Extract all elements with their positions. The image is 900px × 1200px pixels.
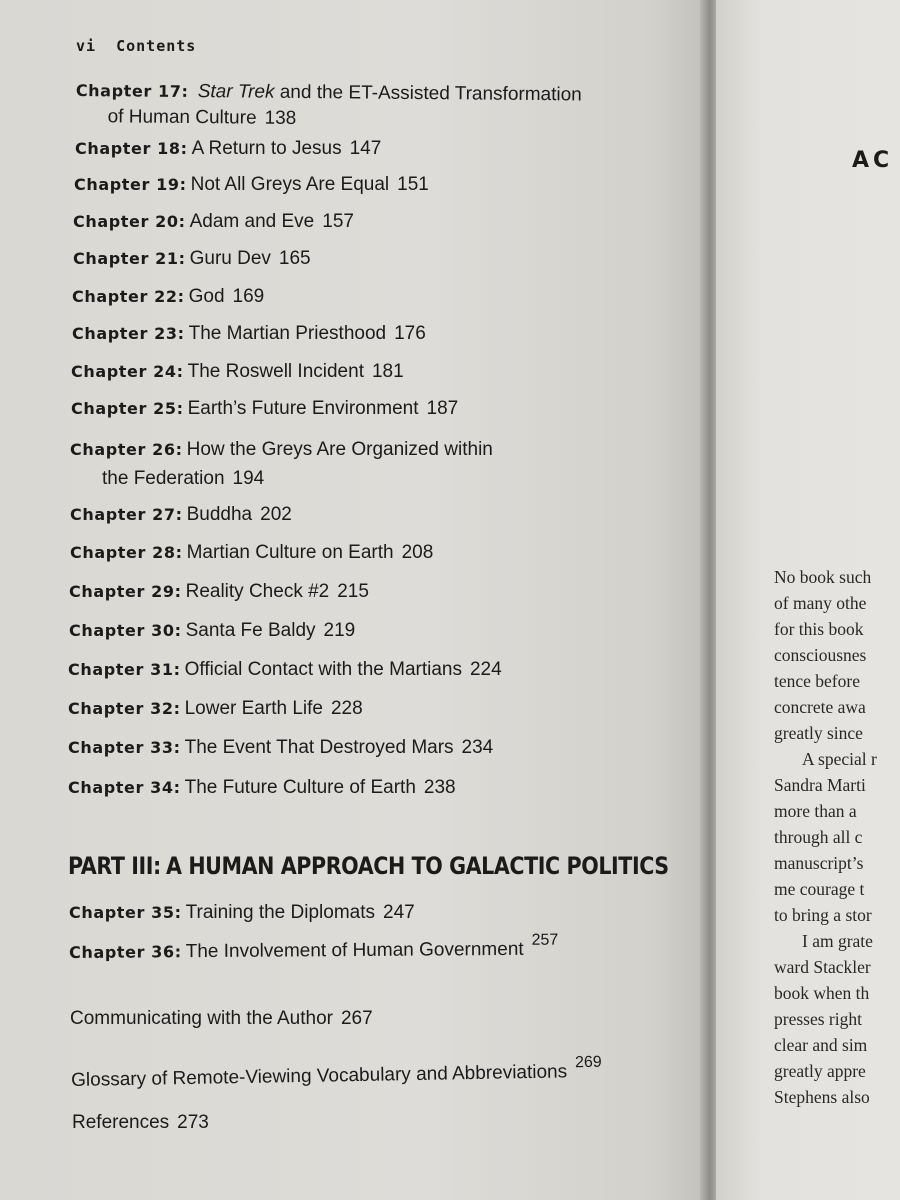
- text-line: I am grate: [802, 931, 873, 951]
- toc-entry-chapter-18: [75, 136, 381, 162]
- chapter-page-number: 202: [260, 504, 292, 525]
- chapter-label: Chapter 19:: [74, 175, 187, 194]
- chapter-page-number: 234: [461, 737, 494, 758]
- chapter-label: Chapter 28:: [70, 543, 183, 562]
- chapter-title: Reality Check #2: [185, 581, 330, 602]
- page-number: vi: [76, 37, 97, 55]
- toc-entry-chapter-32: [68, 696, 363, 722]
- chapter-title: A Return to Jesus: [191, 138, 342, 159]
- back-matter-title: Communicating with the Author: [70, 1008, 333, 1029]
- chapter-label: Chapter 23:: [72, 324, 185, 343]
- chapter-page-number: 147: [349, 138, 382, 159]
- part-title: A HUMAN APPROACH TO GALACTIC POLITICS: [166, 852, 669, 880]
- chapter-label: Chapter 17:: [75, 80, 189, 101]
- chapter-title: and the ET-Assisted Transformation: [279, 81, 582, 106]
- running-header: [76, 37, 196, 55]
- chapter-title: Earth’s Future Environment: [187, 398, 419, 419]
- chapter-page-number: 176: [394, 323, 426, 344]
- text-line: concrete awa: [774, 697, 866, 717]
- text-line: presses right: [774, 1009, 862, 1029]
- back-matter-page-number: 269: [574, 1053, 602, 1072]
- text-line: book when th: [774, 983, 870, 1003]
- chapter-title: Santa Fe Baldy: [185, 620, 316, 641]
- chapter-title: Training the Diplomats: [185, 902, 375, 923]
- chapter-label: Chapter 34:: [68, 778, 181, 797]
- chapter-label: Chapter 22:: [72, 287, 185, 306]
- chapter-page-number: 165: [278, 248, 311, 269]
- text-line: greatly since: [774, 723, 863, 743]
- text-line: for this book: [774, 619, 864, 639]
- chapter-title: Buddha: [186, 504, 253, 525]
- text-line: through all c: [774, 827, 863, 847]
- text-line: more than a: [774, 801, 857, 821]
- chapter-label: Chapter 30:: [69, 621, 182, 640]
- chapter-label: Chapter 26:: [70, 440, 183, 459]
- chapter-title: Martian Culture on Earth: [186, 542, 394, 563]
- text-line: No book such: [774, 567, 872, 587]
- chapter-page-number: 215: [337, 581, 369, 602]
- chapter-page-number: 228: [330, 698, 363, 719]
- chapter-title: Adam and Eve: [189, 211, 315, 232]
- text-line: clear and sim: [774, 1035, 868, 1055]
- chapter-title: Official Contact with the Martians: [184, 659, 462, 680]
- chapter-title-italic: Star Trek: [197, 81, 275, 103]
- toc-entry-chapter-22: [72, 284, 264, 310]
- toc-entry-chapter-29: [69, 579, 369, 605]
- chapter-page-number: 187: [426, 398, 459, 419]
- toc-entry-chapter-35: [69, 900, 415, 926]
- back-matter-page-number: 267: [340, 1008, 373, 1029]
- chapter-title: The Event That Destroyed Mars: [184, 737, 454, 758]
- chapter-page-number: 224: [469, 659, 502, 680]
- chapter-page-number: 138: [264, 107, 297, 129]
- toc-entry-chapter-33: [68, 735, 493, 761]
- toc-entry-chapter-19: [74, 172, 429, 198]
- toc-entry-chapter-28: [70, 540, 433, 566]
- chapter-label: Chapter 20:: [73, 212, 186, 231]
- toc-entry-chapter-20: [73, 209, 354, 235]
- header-title: Contents: [116, 37, 197, 55]
- toc-entry-chapter-31: [68, 657, 502, 683]
- chapter-label: Chapter 25:: [71, 399, 184, 418]
- text-line: greatly appre: [774, 1061, 866, 1081]
- chapter-label: Chapter 35:: [69, 903, 182, 922]
- chapter-page-number: 238: [423, 777, 456, 798]
- chapter-page-number: 208: [401, 542, 434, 563]
- text-line: tence before: [774, 671, 860, 691]
- back-matter-references: [72, 1112, 209, 1134]
- chapter-title-continued: the Federation: [102, 468, 225, 489]
- part-heading: [68, 852, 669, 880]
- chapter-label: Chapter 36:: [69, 942, 182, 962]
- chapter-title: Not All Greys Are Equal: [190, 174, 390, 195]
- text-line: me courage t: [774, 879, 865, 899]
- chapter-page-number: 151: [397, 174, 429, 195]
- chapter-title: The Roswell Incident: [187, 361, 364, 382]
- chapter-title: Guru Dev: [189, 248, 271, 269]
- chapter-label: Chapter 24:: [71, 362, 184, 381]
- part-label: PART III:: [68, 852, 161, 880]
- back-matter-title: References: [72, 1112, 170, 1133]
- toc-entry-chapter-23: [72, 321, 426, 347]
- chapter-page-number: 169: [232, 286, 265, 307]
- chapter-title: The Involvement of Human Government: [185, 938, 524, 963]
- text-line: Sandra Marti: [774, 775, 866, 795]
- chapter-page-number: 157: [322, 211, 354, 232]
- chapter-page-number: 194: [232, 468, 265, 489]
- back-matter-page-number: 273: [177, 1112, 209, 1133]
- acknowledgments-text: [774, 564, 877, 1110]
- toc-entry-chapter-36: [69, 931, 559, 967]
- chapter-label: Chapter 18:: [75, 139, 188, 158]
- chapter-label: Chapter 32:: [68, 699, 181, 718]
- toc-entry-chapter-34: [68, 775, 456, 801]
- toc-entry-chapter-17: [76, 78, 582, 134]
- chapter-page-number: 181: [371, 361, 404, 382]
- back-matter-title: Glossary of Remote-Viewing Vocabulary and Abbreviations: [71, 1061, 568, 1091]
- chapter-title: How the Greys Are Organized within: [186, 439, 493, 460]
- back-matter-communicating: [70, 1008, 373, 1030]
- chapter-label: Chapter 21:: [73, 249, 186, 268]
- chapter-page-number: 257: [531, 931, 559, 949]
- toc-entry-chapter-24: [71, 359, 404, 385]
- chapter-title-continued: of Human Culture: [107, 106, 257, 129]
- text-line: A special r: [802, 749, 877, 769]
- chapter-label: Chapter 31:: [68, 660, 181, 679]
- chapter-title: God: [188, 286, 225, 307]
- chapter-title: Lower Earth Life: [184, 698, 323, 719]
- text-line: to bring a stor: [774, 905, 872, 925]
- chapter-label: Chapter 29:: [69, 582, 182, 601]
- acknowledgments-heading: AC: [852, 148, 894, 173]
- toc-entry-chapter-27: [70, 502, 292, 528]
- toc-entry-chapter-30: [69, 618, 355, 644]
- right-page: [716, 0, 900, 1200]
- chapter-title: The Martian Priesthood: [188, 323, 387, 344]
- chapter-page-number: 219: [323, 620, 356, 641]
- text-line: Stephens also: [774, 1087, 870, 1107]
- text-line: ward Stackler: [774, 957, 871, 977]
- text-line: manuscript’s: [774, 853, 864, 873]
- chapter-title: The Future Culture of Earth: [184, 777, 416, 798]
- chapter-label: Chapter 27:: [70, 505, 183, 524]
- back-matter-glossary: [71, 1053, 602, 1092]
- text-line: of many othe: [774, 593, 867, 613]
- chapter-page-number: 247: [383, 902, 415, 923]
- chapter-label: Chapter 33:: [68, 738, 181, 757]
- text-line: consciousnes: [774, 645, 867, 665]
- toc-entry-chapter-21: [73, 246, 311, 272]
- toc-entry-chapter-25: [71, 396, 458, 422]
- toc-entry-chapter-26: [70, 435, 493, 493]
